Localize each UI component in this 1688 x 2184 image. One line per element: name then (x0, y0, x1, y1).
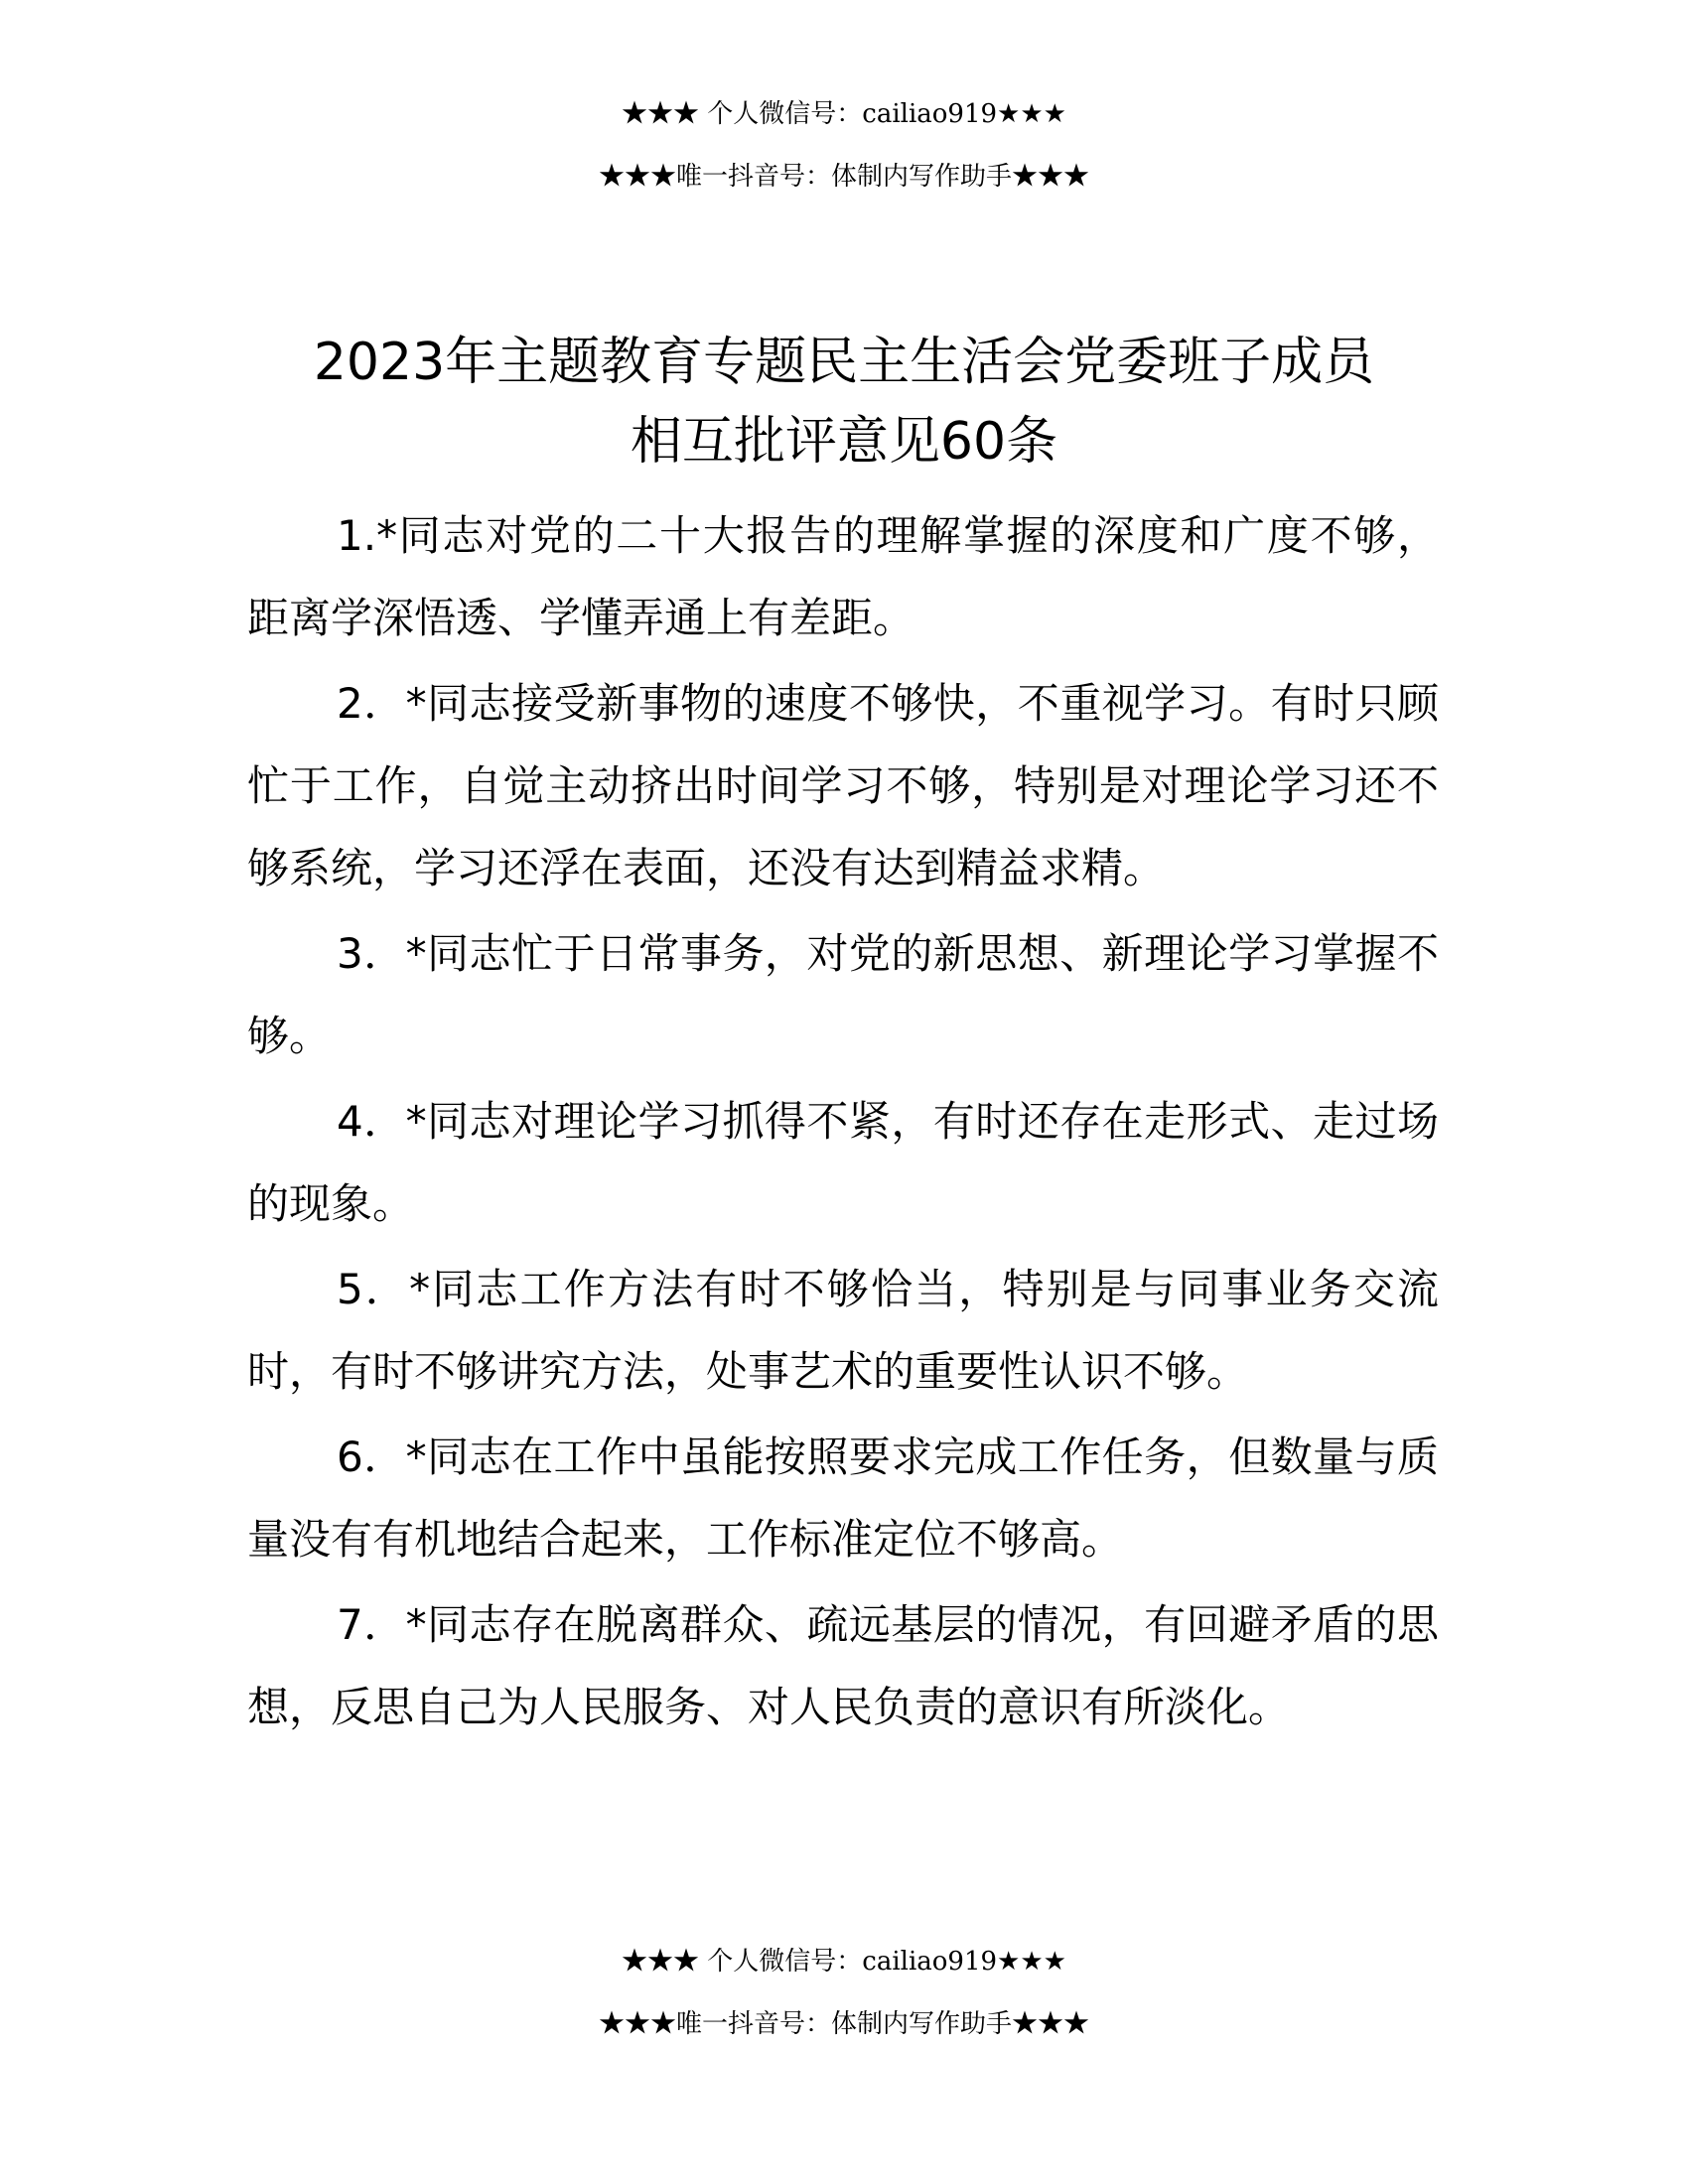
title-line-1: 2023年主题教育专题民主生活会党委班子成员 (313, 333, 1375, 392)
footer-wechat-line: ★★★ 个人微信号：cailiao919★★★ (622, 1947, 1066, 1977)
paragraph-3: 3．*同志忙于日常事务，对党的新思想、新理论学习掌握不够。 (247, 929, 1439, 1060)
paragraph-4: 4．*同志对理论学习抓得不紧，有时还存在走形式、走过场的现象。 (247, 1097, 1439, 1228)
paragraph-1: 1.*同志对党的二十大报告的理解掌握的深度和广度不够，距离学深悟透、学懂弄通上有差距。 (247, 511, 1439, 642)
page-header (0, 101, 1688, 190)
header-douyin-line: ★★★唯一抖音号：体制内写作助手★★★ (598, 162, 1089, 192)
paragraph-6: 6．*同志在工作中虽能按照要求完成工作任务，但数量与质量没有有机地结合起来，工作标准定位不够高。 (247, 1433, 1439, 1564)
footer-douyin-line: ★★★唯一抖音号：体制内写作助手★★★ (598, 2009, 1089, 2039)
header-wechat-line: ★★★ 个人微信号：cailiao919★★★ (622, 99, 1066, 129)
paragraph-7: 7．*同志存在脱离群众、疏远基层的情况，有回避矛盾的思想，反思自己为人民服务、对人民负责的意识有所淡化。 (247, 1600, 1439, 1731)
document-body (247, 494, 1439, 1751)
paragraph-5: 5．*同志工作方法有时不够恰当，特别是与同事业务交流时，有时不够讲究方法，处事艺术的重要性认识不够。 (247, 1265, 1439, 1396)
paragraph-2: 2．*同志接受新事物的速度不够快，不重视学习。有时只顾忙于工作，自觉主动挤出时间学习不够，特别是对理论学习还不够系统，学习还浮在表面，还没有达到精益求精。 (247, 679, 1439, 892)
page-footer (0, 1949, 1688, 2037)
title-line-2: 相互批评意见60条 (630, 412, 1058, 472)
document-title (199, 323, 1489, 481)
